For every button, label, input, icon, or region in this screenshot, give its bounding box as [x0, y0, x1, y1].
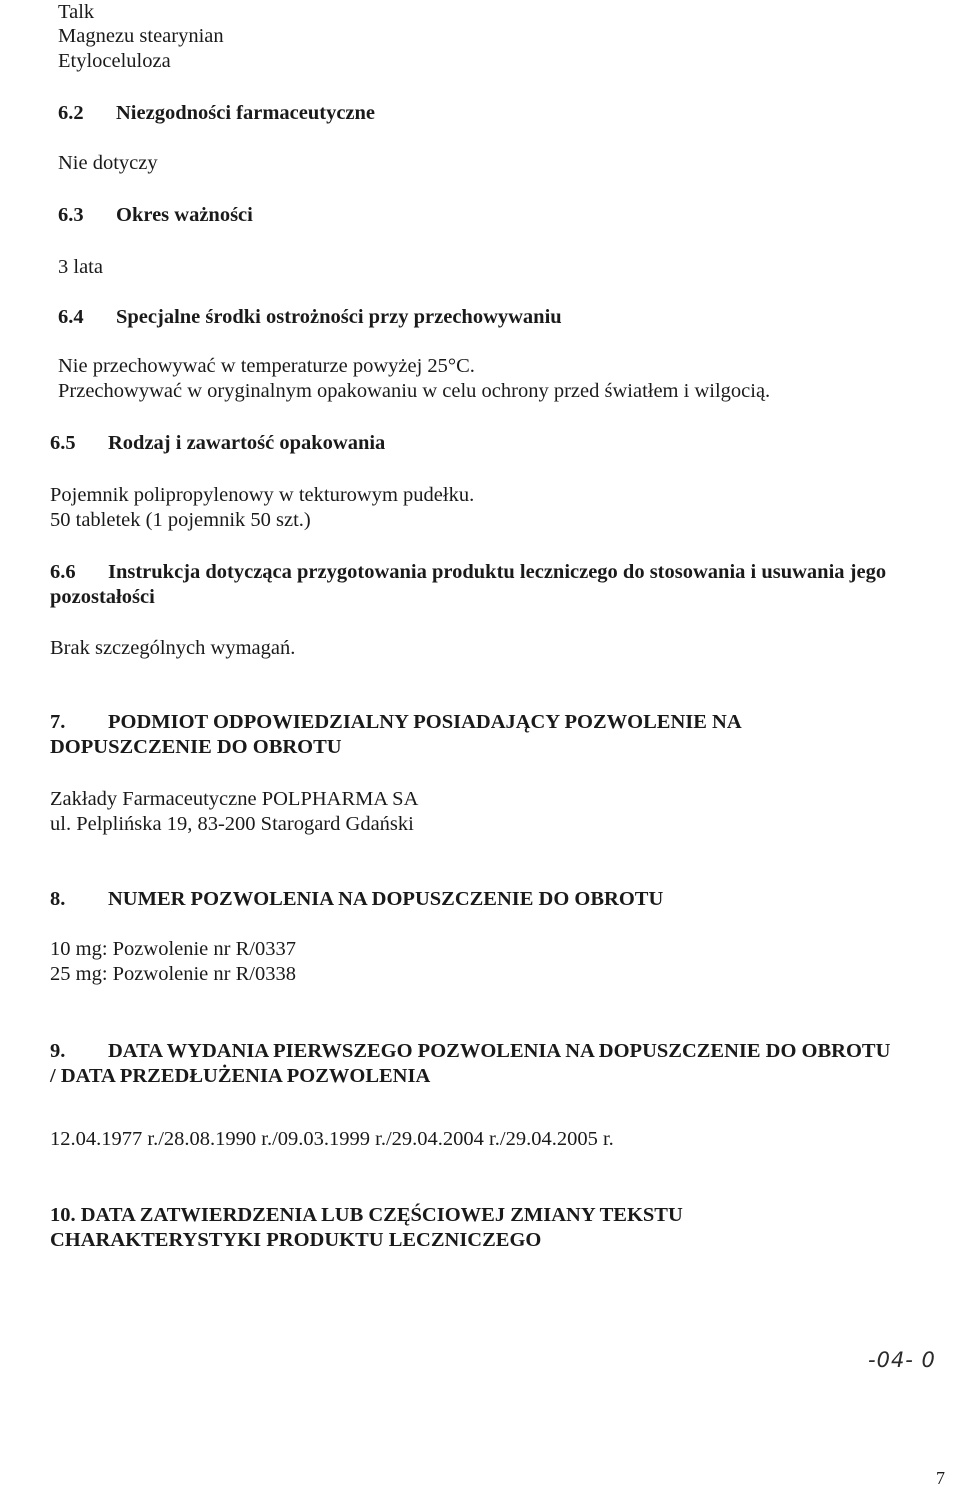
section-9-text: 12.04.1977 r./28.08.1990 r./09.03.1999 r./29.04.2004 r./29.04.2005 r.: [50, 1128, 614, 1150]
section-title: DATA WYDANIA PIERWSZEGO POZWOLENIA NA DOPUSZCZENIE DO OBROTU: [108, 1040, 891, 1062]
section-title: Okres ważności: [116, 204, 253, 226]
section-6-6-heading: [50, 560, 886, 585]
section-6-5-line-2: 50 tabletek (1 pojemnik 50 szt.): [50, 509, 311, 531]
section-title: Specjalne środki ostrożności przy przechowywaniu: [116, 306, 562, 328]
ingredient-2: Magnezu stearynian: [58, 25, 224, 47]
section-10-heading-cont: CHARAKTERYSTYKI PRODUKTU LECZNICZEGO: [50, 1229, 542, 1251]
ingredient-3: Etyloceluloza: [58, 50, 171, 72]
section-6-4-heading: [58, 305, 562, 330]
section-6-2-heading: [58, 101, 375, 126]
section-title: PODMIOT ODPOWIEDZIALNY POSIADAJĄCY POZWOLENIE NA: [108, 711, 742, 733]
section-6-2-text: Nie dotyczy: [58, 152, 158, 174]
section-number: 6.4: [58, 306, 84, 328]
section-6-5-heading: [50, 431, 385, 456]
section-title: Instrukcja dotycząca przygotowania produktu leczniczego do stosowania i usuwania jego: [108, 561, 887, 583]
section-6-5-line-1: Pojemnik polipropylenowy w tekturowym pudełku.: [50, 484, 475, 506]
section-6-6-text: Brak szczególnych wymagań.: [50, 637, 296, 659]
section-7-line-2: ul. Pelplińska 19, 83-200 Starogard Gdański: [50, 813, 414, 835]
section-7-heading-cont: DOPUSZCZENIE DO OBROTU: [50, 736, 342, 758]
section-9-heading-cont: / DATA PRZEDŁUŻENIA POZWOLENIA: [50, 1065, 431, 1087]
section-number: 7.: [50, 711, 66, 733]
section-title: Niezgodności farmaceutyczne: [116, 102, 376, 124]
section-9-heading: [50, 1039, 890, 1064]
section-6-3-heading: [58, 203, 253, 228]
section-number: 6.3: [58, 204, 84, 226]
section-number: 6.5: [50, 432, 76, 454]
section-8-line-2: 25 mg: Pozwolenie nr R/0338: [50, 963, 296, 985]
page-number: 7: [936, 1468, 945, 1488]
section-number: 6.6: [50, 561, 76, 583]
section-number: 8.: [50, 888, 66, 910]
section-8-line-1: 10 mg: Pozwolenie nr R/0337: [50, 938, 296, 960]
section-8-heading: [50, 887, 663, 912]
section-6-4-line-1: Nie przechowywać w temperaturze powyżej 25°C.: [58, 355, 475, 377]
section-7-heading: [50, 710, 742, 735]
section-title: NUMER POZWOLENIA NA DOPUSZCZENIE DO OBROTU: [108, 888, 664, 910]
section-6-3-text: 3 lata: [58, 256, 103, 278]
section-number: 9.: [50, 1040, 66, 1062]
section-10-heading: 10. DATA ZATWIERDZENIA LUB CZĘŚCIOWEJ ZMIANY TEKSTU: [50, 1204, 683, 1226]
section-6-6-heading-cont: pozostałości: [50, 586, 155, 608]
ingredient-1: Talk: [58, 1, 95, 23]
section-7-line-1: Zakłady Farmaceutyczne POLPHARMA SA: [50, 788, 419, 810]
section-title: Rodzaj i zawartość opakowania: [108, 432, 386, 454]
section-6-4-line-2: Przechowywać w oryginalnym opakowaniu w celu ochrony przed światłem i wilgocią.: [58, 380, 771, 402]
handwritten-date: -04- 0: [868, 1348, 936, 1372]
section-number: 6.2: [58, 102, 84, 124]
